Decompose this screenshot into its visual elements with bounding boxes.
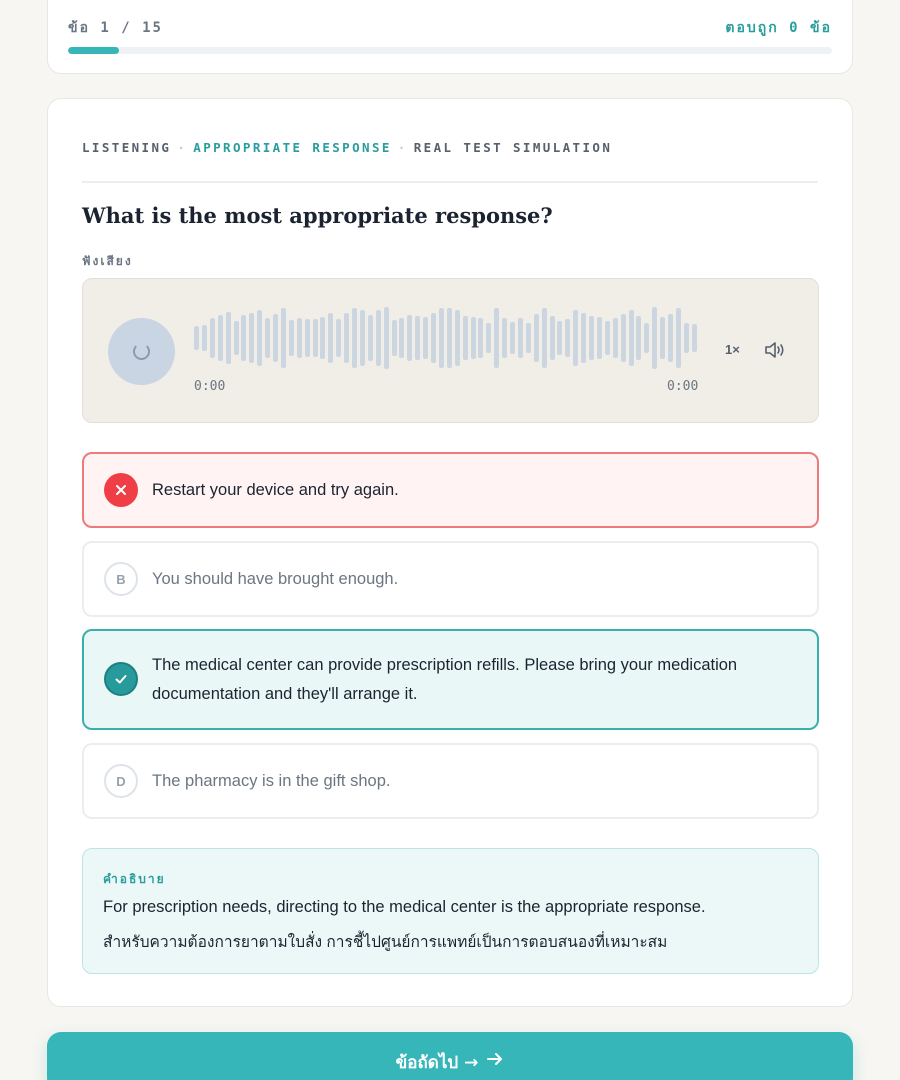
next-button-label: ข้อถัดไป →: [395, 1053, 479, 1073]
waveform-bar: [439, 308, 444, 368]
answer-option-b[interactable]: [82, 541, 819, 617]
explanation-english: For prescription needs, directing to the medical center is the appropriate response.: [103, 898, 706, 916]
spinner-icon: [133, 343, 150, 360]
correct-marker: [104, 662, 138, 696]
answer-option-d[interactable]: [82, 743, 819, 819]
option-letter: B: [104, 562, 138, 596]
check-icon: [113, 671, 129, 687]
waveform-bar: [360, 310, 365, 366]
listen-label: ฟังเสียง: [82, 254, 133, 268]
waveform-bar: [518, 318, 523, 358]
waveform-bar: [376, 310, 381, 366]
waveform-bar: [565, 319, 570, 357]
waveform-bar: [407, 315, 412, 361]
waveform-bar: [463, 316, 468, 360]
waveform-bar: [447, 308, 452, 368]
breadcrumb-mode: REAL TEST SIMULATION: [413, 140, 613, 155]
waveform-bar: [605, 321, 610, 355]
waveform-bar: [478, 318, 483, 358]
waveform-bar: [431, 313, 436, 363]
breadcrumb: [82, 140, 612, 155]
answer-text: The medical center can provide prescription refills. Please bring your medication documentation and they'll arrange it.: [152, 656, 738, 703]
waveform-bar: [652, 307, 657, 369]
waveform-bar: [636, 316, 641, 360]
waveform-bar: [249, 313, 254, 363]
question-title: What is the most appropriate response?: [82, 203, 553, 228]
waveform-bar: [234, 321, 239, 355]
volume-icon[interactable]: [764, 340, 786, 360]
waveform-bar: [328, 313, 333, 363]
waveform-bar: [494, 308, 499, 368]
answer-option-c[interactable]: [82, 629, 819, 730]
option-letter: D: [104, 764, 138, 798]
next-question-button[interactable]: [47, 1032, 853, 1080]
waveform-bar: [613, 318, 618, 358]
waveform-bar: [502, 318, 507, 358]
progress-bar: [68, 47, 832, 54]
waveform-bar: [218, 315, 223, 361]
waveform-bar: [384, 307, 389, 369]
waveform-bar: [297, 318, 302, 358]
waveform-bar: [557, 321, 562, 355]
play-button[interactable]: [108, 318, 175, 385]
waveform-bar: [265, 318, 270, 358]
answer-text: The pharmacy is in the gift shop.: [152, 772, 391, 790]
waveform-bar: [305, 319, 310, 357]
waveform-bar: [581, 313, 586, 363]
waveform-bar: [589, 316, 594, 360]
waveform-bar: [336, 319, 341, 357]
answer-text: You should have brought enough.: [152, 570, 399, 588]
waveform-bar: [534, 314, 539, 362]
waveform-bar: [281, 308, 286, 368]
waveform-bar: [621, 314, 626, 362]
waveform-bar: [550, 316, 555, 360]
close-icon: [114, 483, 128, 497]
divider: [82, 181, 818, 183]
waveform-bar: [352, 308, 357, 368]
waveform-bar: [660, 317, 665, 359]
waveform-bar: [526, 323, 531, 353]
arrow-right-icon: [486, 1050, 504, 1068]
waveform-bar: [684, 323, 689, 353]
question-card: [47, 98, 853, 1007]
progress-card: [47, 0, 853, 74]
waveform-bar: [344, 313, 349, 363]
explanation-thai: สำหรับความต้องการยาตามใบสั่ง การชี้ไปศูนย์การแพทย์เป็นการตอบสนองที่เหมาะสม: [103, 934, 668, 951]
waveform-bar: [289, 320, 294, 356]
waveform-bar: [273, 314, 278, 362]
waveform-bar: [415, 316, 420, 360]
progress-bar-fill: [68, 47, 119, 54]
audio-player: [82, 278, 819, 423]
waveform[interactable]: [194, 305, 699, 371]
waveform-bar: [210, 318, 215, 358]
breadcrumb-section: LISTENING: [82, 140, 172, 155]
waveform-bar: [320, 317, 325, 359]
waveform-bar: [194, 326, 199, 350]
waveform-bar: [313, 319, 318, 357]
waveform-bar: [668, 314, 673, 362]
breadcrumb-separator: ·: [177, 140, 188, 155]
question-counter: ข้อ 1 / 15: [68, 20, 163, 36]
playback-speed-button[interactable]: 1×: [725, 342, 740, 357]
waveform-bar: [692, 324, 697, 352]
waveform-bar: [399, 318, 404, 358]
answer-text: Restart your device and try again.: [152, 481, 399, 499]
waveform-bar: [241, 315, 246, 361]
waveform-bar: [226, 312, 231, 364]
answer-option-a[interactable]: [82, 452, 819, 528]
waveform-bar: [486, 323, 491, 353]
waveform-bar: [455, 310, 460, 366]
waveform-bar: [423, 317, 428, 359]
waveform-bar: [597, 317, 602, 359]
waveform-bar: [510, 322, 515, 354]
time-total: 0:00: [667, 379, 699, 394]
breadcrumb-separator: ·: [397, 140, 408, 155]
breadcrumb-category: APPROPRIATE RESPONSE: [193, 140, 392, 155]
waveform-bar: [542, 308, 547, 368]
waveform-bar: [392, 320, 397, 356]
waveform-bar: [644, 323, 649, 353]
waveform-bar: [676, 308, 681, 368]
explanation-title: คำอธิบาย: [103, 872, 166, 886]
score-counter: ตอบถูก 0 ข้อ: [725, 20, 832, 36]
waveform-bar: [202, 325, 207, 351]
waveform-bar: [573, 310, 578, 366]
explanation-box: [82, 848, 819, 974]
time-current: 0:00: [194, 379, 226, 394]
waveform-bar: [629, 310, 634, 366]
wrong-marker: [104, 473, 138, 507]
waveform-bar: [257, 310, 262, 366]
waveform-bar: [368, 315, 373, 361]
waveform-bar: [471, 317, 476, 359]
